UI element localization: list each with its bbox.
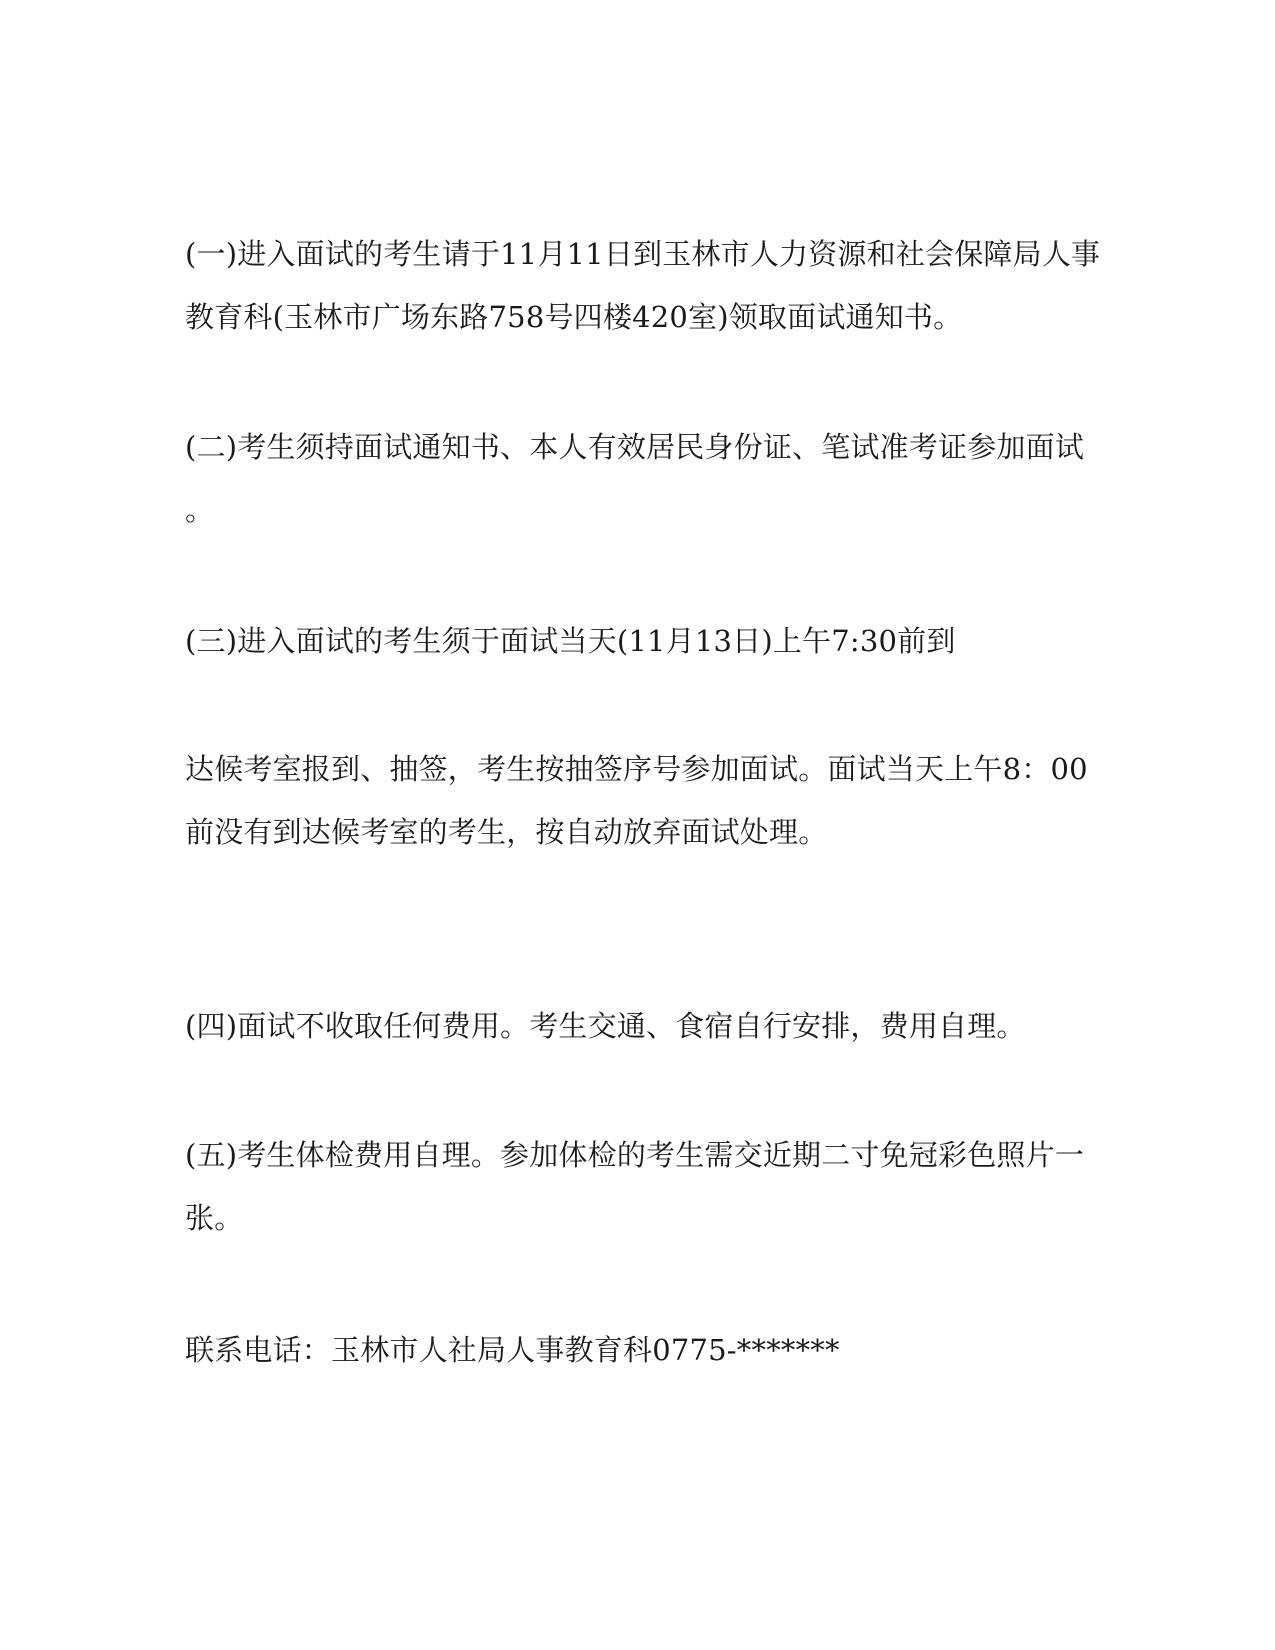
item-4-line-1: (四)面试不收取任何费用。考生交通、食宿自行安排，费用自理。	[185, 1009, 1026, 1043]
item-2-line-1: (二)考生须持面试通知书、本人有效居民身份证、笔试准考证参加面试	[185, 430, 1085, 464]
item-3-line-1: (三)进入面试的考生须于面试当天(11月13日)上午7:30前到	[185, 624, 956, 658]
contact-phone-line: 联系电话：玉林市人社局人事教育科0775-*******	[185, 1333, 840, 1367]
item-3-line-2: 达候考室报到、抽签，考生按抽签序号参加面试。面试当天上午8：00	[185, 752, 1088, 786]
item-5-line-1: (五)考生体检费用自理。参加体检的考生需交近期二寸免冠彩色照片一	[185, 1138, 1085, 1172]
item-1-line-1: (一)进入面试的考生请于11月11日到玉林市人力资源和社会保障局人事	[185, 237, 1101, 271]
item-5-line-2: 张。	[185, 1201, 244, 1235]
item-1-line-2: 教育科(玉林市广场东路758号四楼420室)领取面试通知书。	[185, 300, 963, 334]
item-3-line-3: 前没有到达候考室的考生，按自动放弃面试处理。	[185, 815, 828, 849]
item-2-line-2: 。	[185, 493, 215, 527]
